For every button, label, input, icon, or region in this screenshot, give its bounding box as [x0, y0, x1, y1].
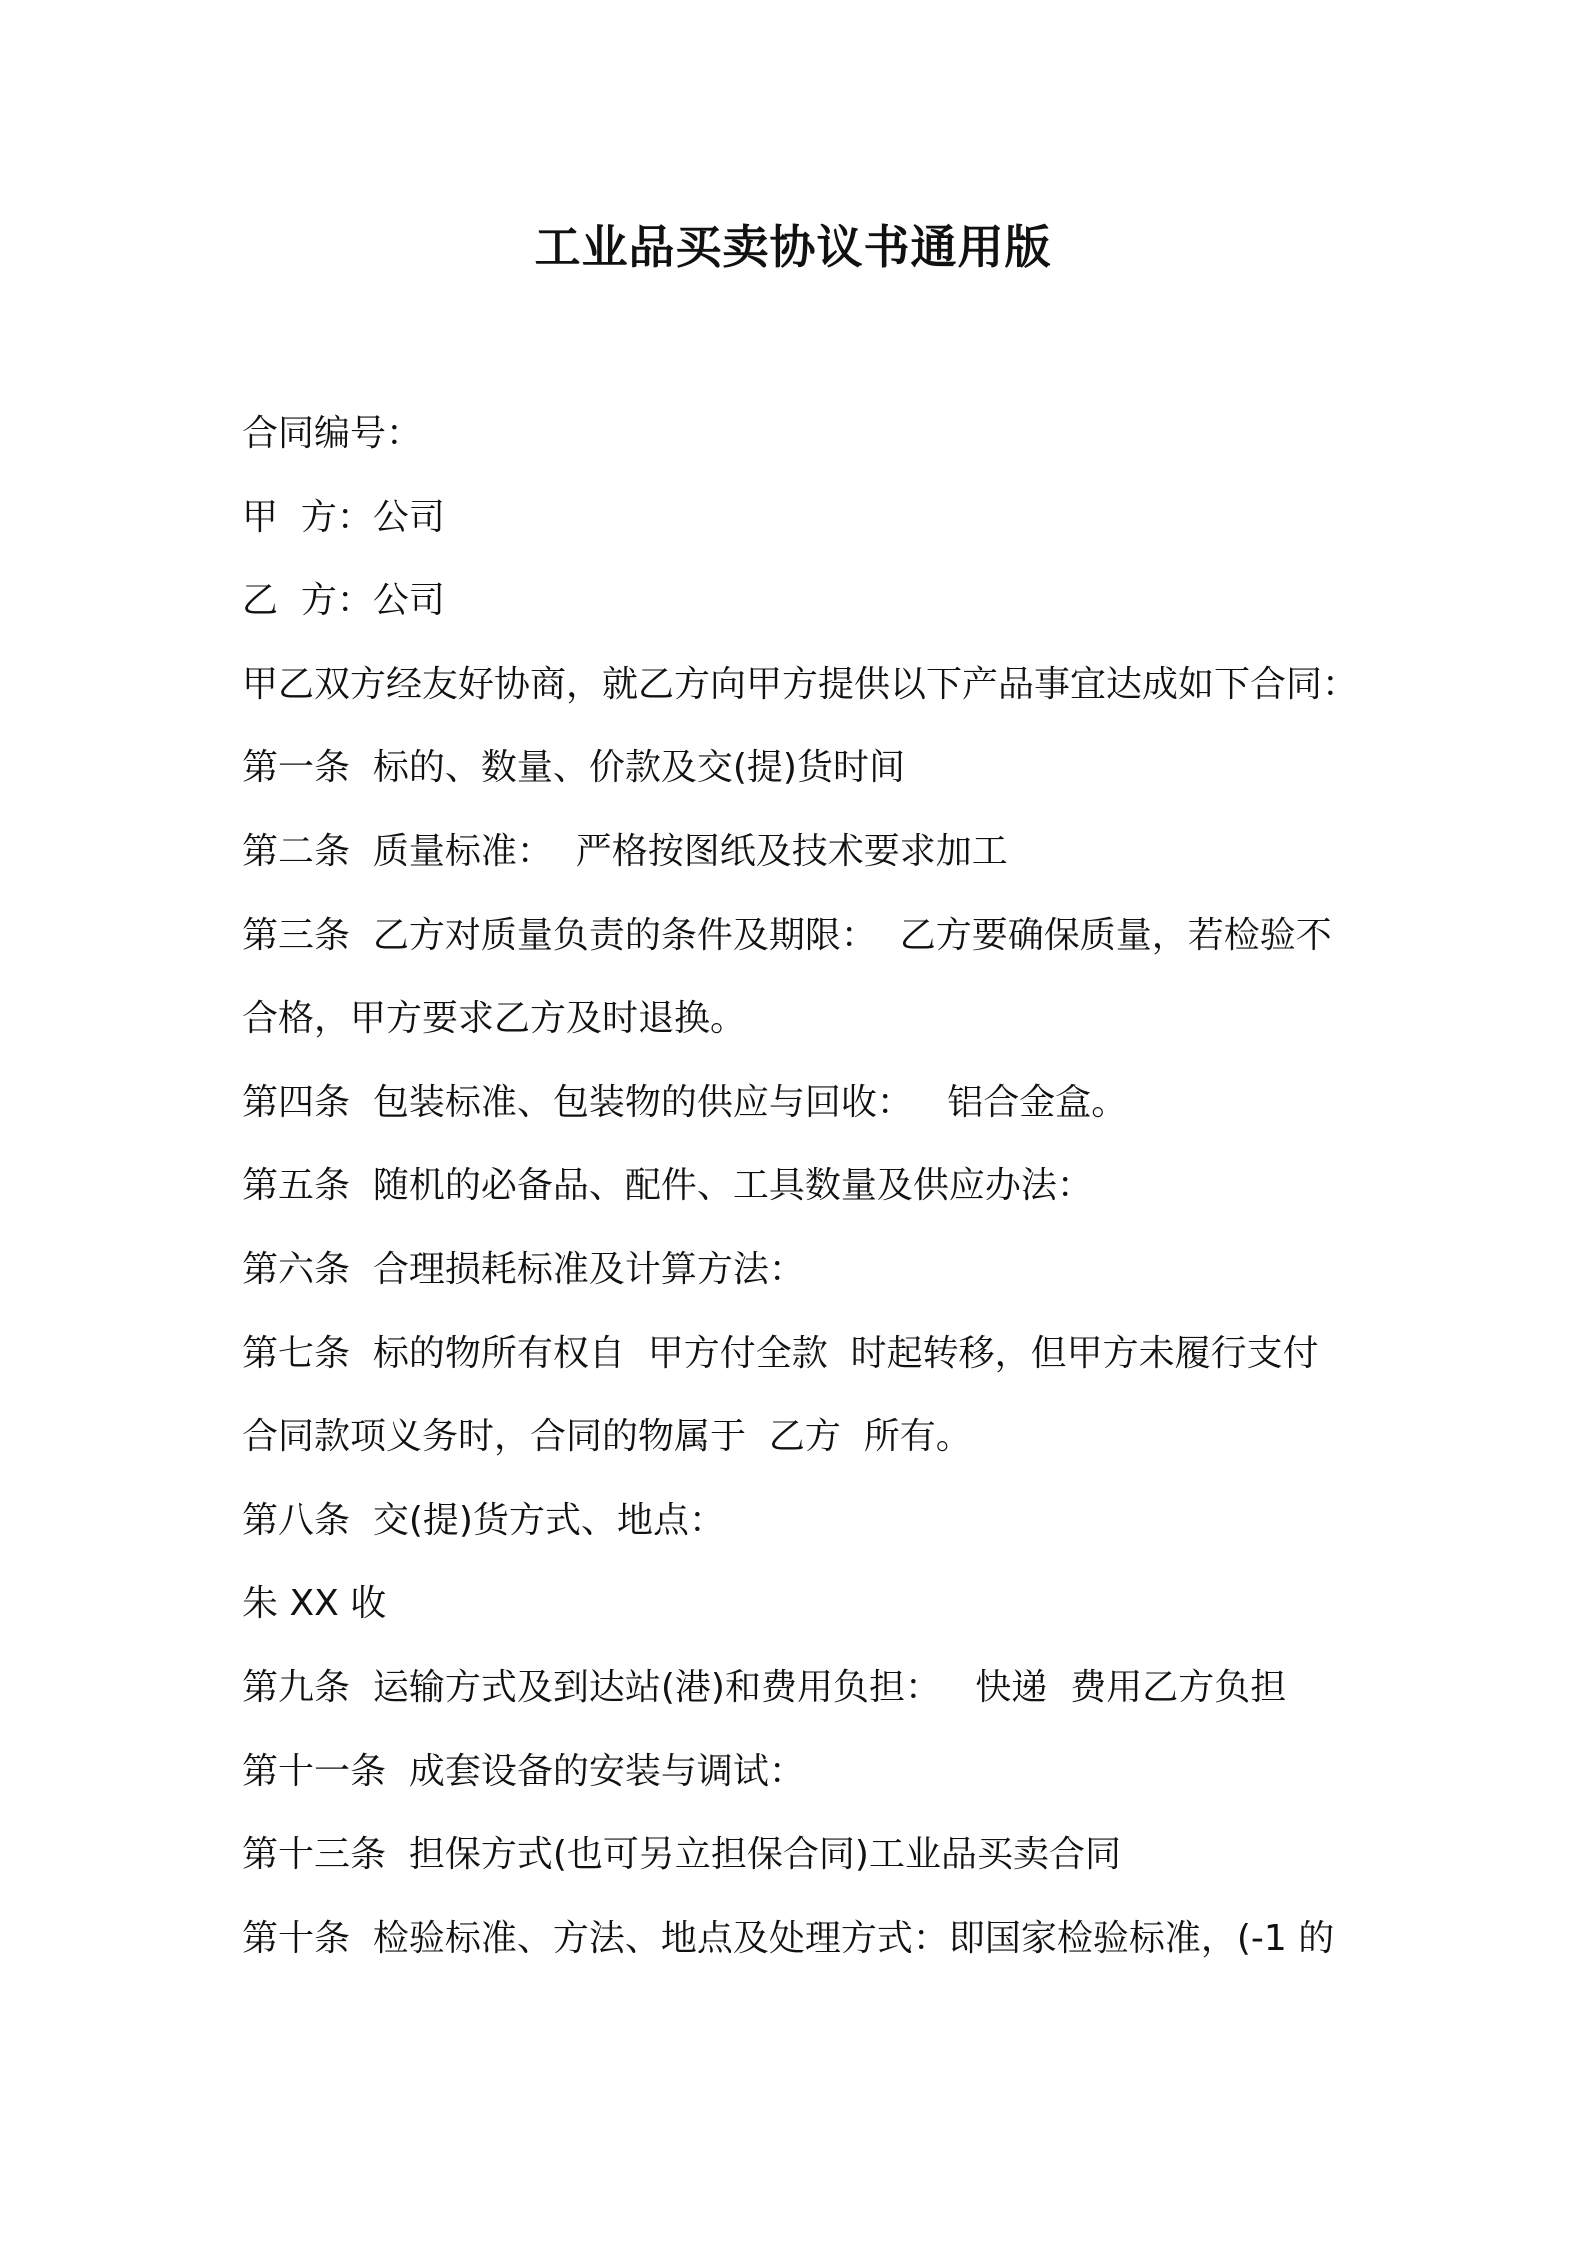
article-3-line: 第三条 乙方对质量负责的条件及期限： 乙方要确保质量，若检验不 — [242, 914, 1332, 956]
article-13-line: 第十三条 担保方式(也可另立担保合同)工业品买卖合同 — [242, 1834, 1121, 1876]
article-8-line: 第八条 交(提)货方式、地点： — [242, 1499, 725, 1541]
document-body — [242, 405, 1359, 1993]
preamble-line: 甲乙双方经友好协商，就乙方向甲方提供以下产品事宜达成如下合同： — [242, 663, 1359, 705]
article-10-line: 第十条 检验标准、方法、地点及处理方式：即国家检验标准，(-1 的 — [242, 1917, 1335, 1959]
party-b-line: 乙 方：公司 — [242, 580, 445, 622]
article-11-line: 第十一条 成套设备的安装与调试： — [242, 1750, 805, 1792]
article-9-line: 第九条 运输方式及到达站(港)和费用负担： 快递 费用乙方负担 — [242, 1666, 1287, 1708]
article-4-line: 第四条 包装标准、包装物的供应与回收： 铝合金盒。 — [242, 1081, 1128, 1123]
article-1-line: 第一条 标的、数量、价款及交(提)货时间 — [242, 747, 905, 789]
contract-number-line: 合同编号： — [242, 413, 423, 454]
article-5-line: 第五条 随机的必备品、配件、工具数量及供应办法： — [242, 1165, 1093, 1207]
recipient-line: 朱 XX 收 — [242, 1583, 387, 1625]
article-7-line: 第七条 标的物所有权自 甲方付全款 时起转移，但甲方未履行支付 — [242, 1332, 1319, 1374]
article-7-continued-line: 合同款项义务时，合同的物属于 乙方 所有。 — [242, 1416, 972, 1458]
article-3-continued-line: 合格，甲方要求乙方及时退换。 — [242, 998, 747, 1040]
article-2-line: 第二条 质量标准： 严格按图纸及技术要求加工 — [242, 830, 1008, 872]
document-title: 工业品买卖协议书通用版 — [534, 220, 1052, 274]
article-6-line: 第六条 合理损耗标准及计算方法： — [242, 1248, 805, 1290]
party-a-line: 甲 方：公司 — [242, 496, 445, 538]
